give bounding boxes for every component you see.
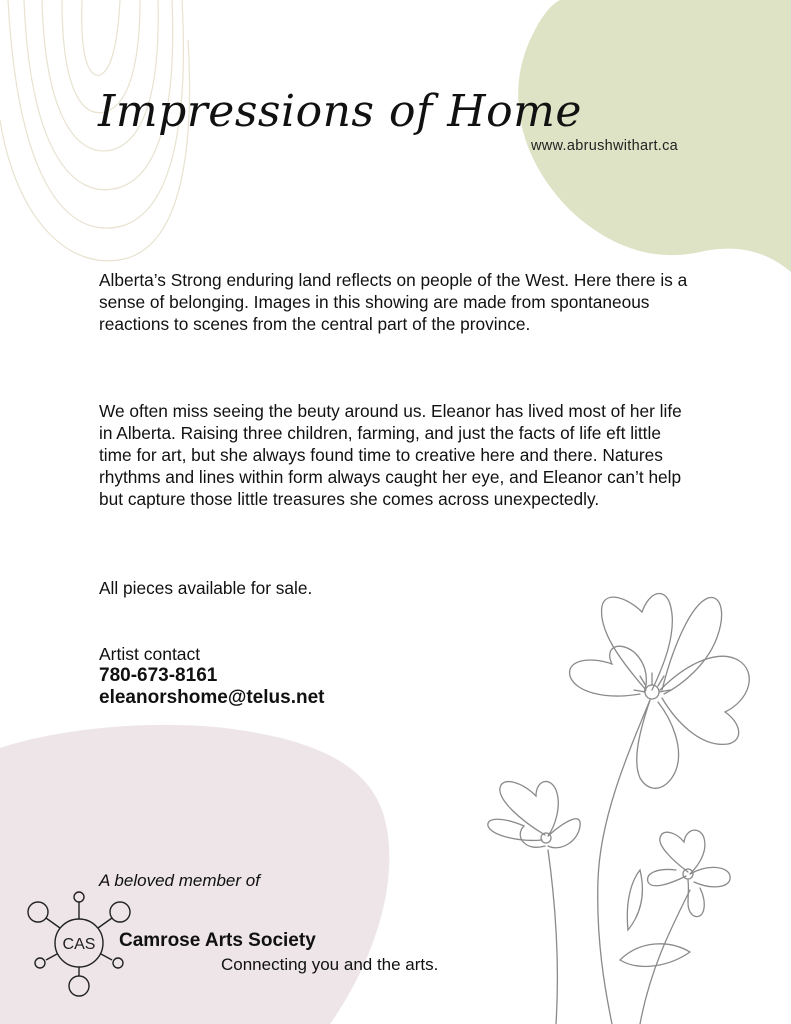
artist-bio-paragraph: We often miss seeing the beuty around us. Eleanor has lived most of her life in Alberta. Raising three children, farming, and just the facts of life eft little time for art, but she always found time to creative here and there. Natures rhythms and lines within form always caught her eye, and Eleanor can’t help but capture those little treasures she comes across unexpectedly. [99,401,682,509]
small-flower-left-petals [488,781,580,847]
small-flower-right-petals [648,830,731,917]
leaf-shape [620,944,690,967]
contact-phone[interactable]: 780-673-8161 [99,665,218,686]
intro-paragraph: Alberta’s Strong enduring land reflects on people of the West. Here there is a sense of belonging. Images in this showing are made from spontaneous reactions to scenes from the central part of the province. [99,270,688,334]
artist-contact-block [99,643,324,709]
small-flower-left-stem [548,850,557,1024]
large-flower-stem [598,700,650,1024]
cas-logo-text: CAS [62,936,96,953]
sale-note: All pieces available for sale. [99,578,313,598]
contact-label: Artist contact [99,644,201,664]
website-url[interactable]: www.abrushwithart.ca [531,138,679,154]
flower-line-art [488,594,749,1024]
contact-email[interactable]: eleanorshome@telus.net [99,687,325,708]
small-flower-left-center [541,833,551,843]
page-title: Impressions of Home [98,86,582,137]
member-text: A beloved member of [99,871,260,890]
large-flower-petal-left [570,646,647,696]
large-flower-petal-top [602,594,673,690]
society-tagline: Connecting you and the arts. [221,955,439,974]
large-flower-petal-right [660,656,749,744]
small-flower-right-center [683,869,693,879]
large-flower-center [645,685,659,699]
leaf-shape-small [627,870,642,930]
society-name: Camrose Arts Society [119,930,316,951]
